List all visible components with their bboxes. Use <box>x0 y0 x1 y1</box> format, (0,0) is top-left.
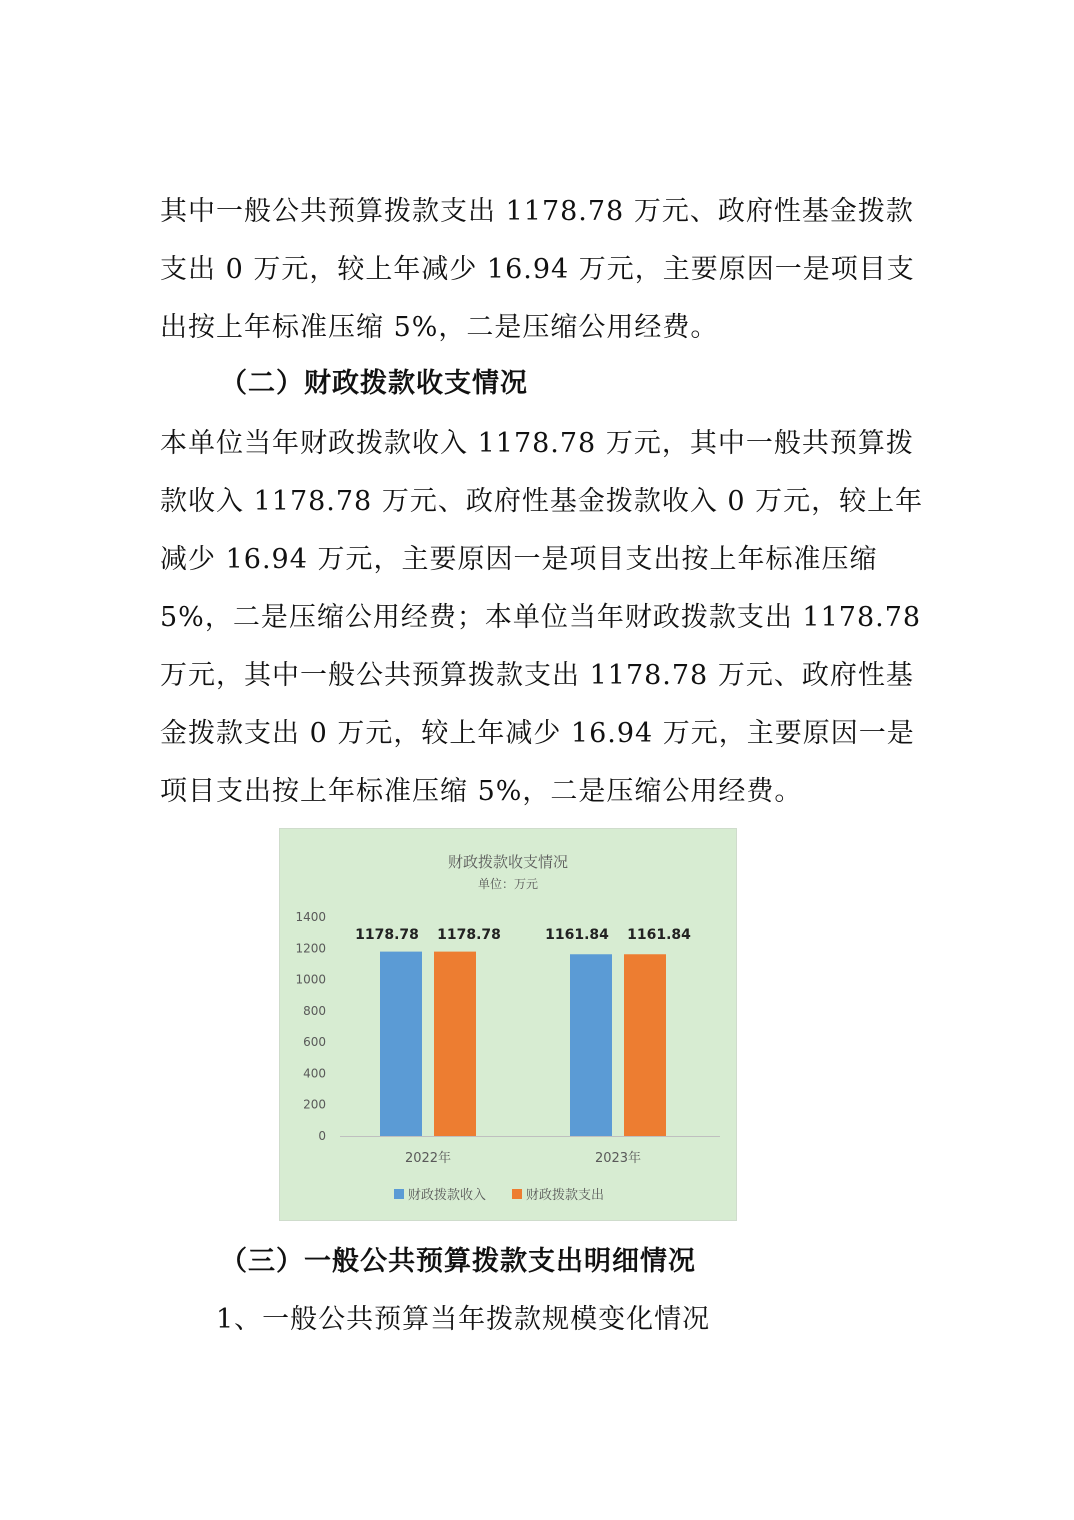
paragraph-expenditure-summary: 其中一般公共预算拨款支出 1178.78 万元、政府性基金拨款支出 0 万元，较上年减少 16.94 万元，主要原因一是项目支出按上年标准压缩 5%，二是压缩公用经费。 <box>160 196 915 343</box>
y-tick-label: 400 <box>303 1066 326 1081</box>
section-heading-3: （三）一般公共预算拨款支出明细情况 <box>220 1246 696 1277</box>
legend-swatch <box>512 1189 522 1199</box>
data-label: 1161.84 <box>627 927 691 943</box>
fiscal-chart-svg <box>280 829 736 1220</box>
y-tick-label: 1200 <box>295 941 326 956</box>
y-tick-label: 1400 <box>295 910 326 924</box>
data-label: 1178.78 <box>437 927 501 943</box>
data-label: 1178.78 <box>355 927 419 943</box>
subsection-item-1: 1、一般公共预算当年拨款规模变化情况 <box>216 1304 711 1335</box>
bar-expense-1 <box>624 954 666 1136</box>
fiscal-chart <box>279 828 737 1221</box>
section-heading-2: （二）财政拨款收支情况 <box>220 368 528 399</box>
bar-income-1 <box>570 954 612 1136</box>
y-tick-label: 0 <box>318 1129 326 1143</box>
y-tick-label: 1000 <box>295 972 326 987</box>
chart-title: 财政拨款收支情况 <box>447 853 569 871</box>
legend-label: 财政拨款支出 <box>526 1188 605 1203</box>
bar-expense-0 <box>434 952 476 1136</box>
x-tick-label: 2022年 <box>404 1151 452 1166</box>
bar-income-0 <box>380 952 422 1136</box>
y-tick-label: 800 <box>303 1003 326 1018</box>
y-tick-label: 200 <box>303 1097 326 1112</box>
chart-subtitle: 单位：万元 <box>477 877 539 891</box>
y-tick-label: 600 <box>303 1035 326 1050</box>
paragraph-fiscal-income-expense: 本单位当年财政拨款收入 1178.78 万元，其中一般共预算拨款收入 1178.78 万元、政府性基金拨款收入 0 万元，较上年减少 16.94 万元，主要原因一是项目支出按上年标准压缩 5%，二是压缩公用经费；本单位当年财政拨款支出 1178.78 万元，其中一般公共预算拨款支出 1178.78 万元、政府性基金拨款支出 0 万元，较上年减少 16.94 万元，主要原因一是项目支出按上年标准压缩 5%，二是压缩公用经费。 <box>160 428 924 807</box>
legend-label: 财政拨款收入 <box>408 1188 487 1203</box>
data-label: 1161.84 <box>545 927 609 943</box>
legend-swatch <box>394 1189 404 1199</box>
x-tick-label: 2023年 <box>594 1151 642 1166</box>
